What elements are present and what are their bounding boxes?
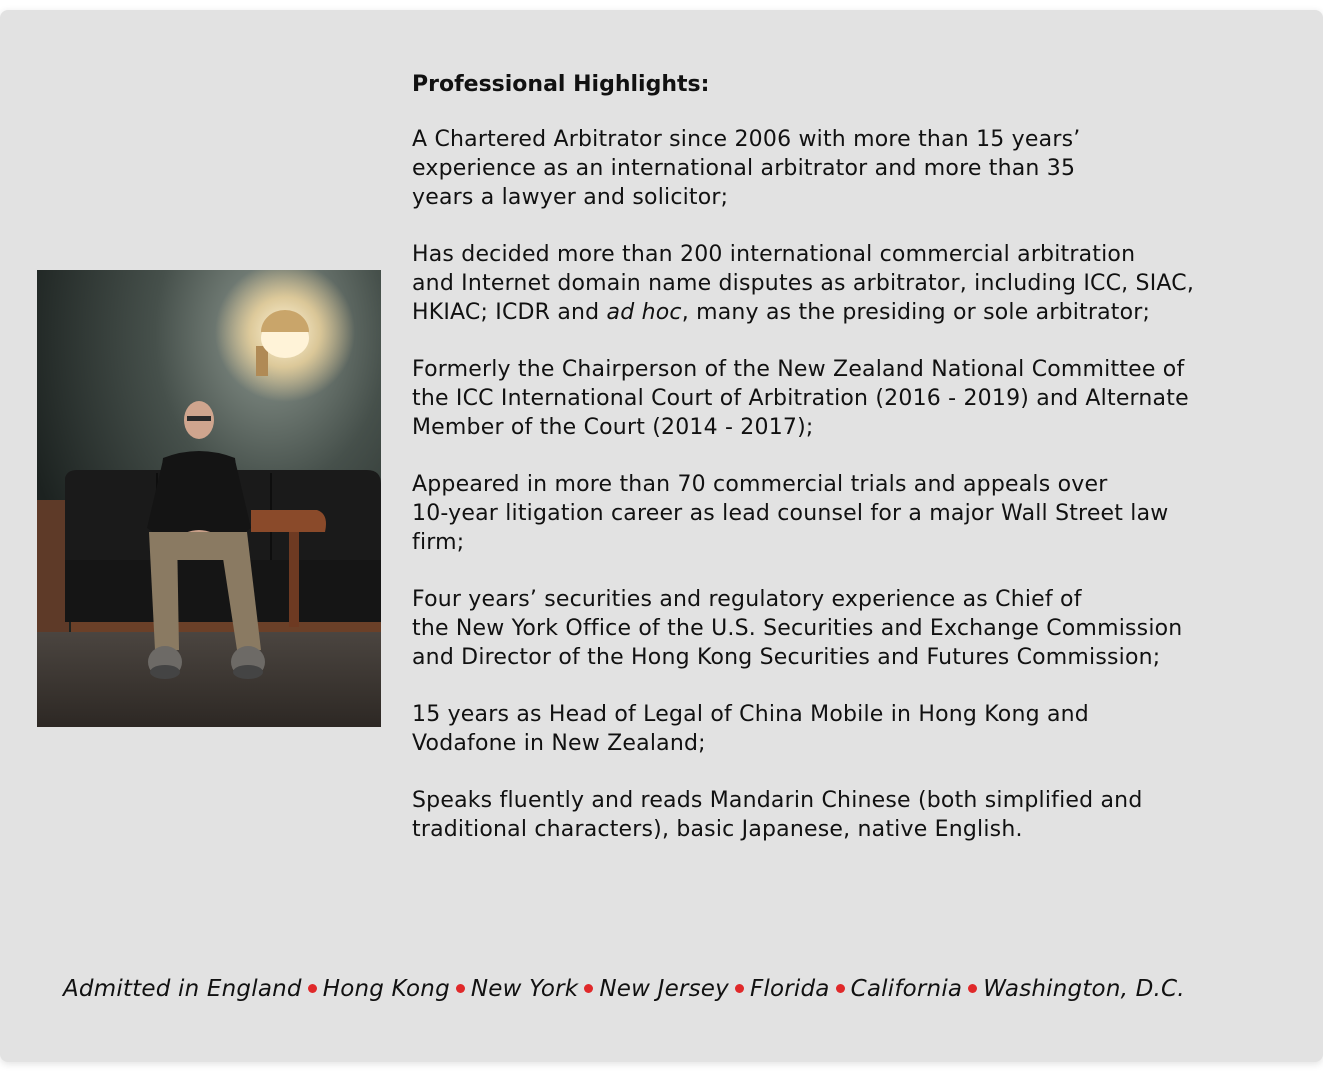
italic-text: ad hoc	[606, 300, 682, 325]
separator-dot	[735, 984, 744, 993]
paragraph-line: years a lawyer and solicitor;	[412, 185, 729, 210]
highlight-paragraph	[412, 585, 1292, 672]
highlight-paragraph	[412, 700, 1292, 758]
paragraph-line: 15 years as Head of Legal of China Mobile in Hong Kong and	[412, 702, 1089, 727]
highlight-paragraph	[412, 240, 1292, 327]
portrait-photo	[37, 270, 381, 727]
jurisdiction: England	[206, 976, 302, 1002]
jurisdiction: Washington, D.C.	[983, 976, 1185, 1002]
paragraph-line: Appeared in more than 70 commercial trials and appeals over	[412, 472, 1108, 497]
separator-dot	[308, 984, 317, 993]
separator-dot	[968, 984, 977, 993]
paragraph-line: firm;	[412, 530, 465, 555]
highlight-paragraph	[412, 125, 1292, 212]
paragraph-line: Member of the Court (2014 - 2017);	[412, 415, 814, 440]
highlights-heading: Professional Highlights:	[412, 72, 710, 97]
jurisdiction: Florida	[749, 976, 830, 1002]
paragraph-line: A Chartered Arbitrator since 2006 with more than 15 years’	[412, 127, 1081, 152]
paragraph-line: the ICC International Court of Arbitration (2016 - 2019) and Alternate	[412, 386, 1189, 411]
admitted-jurisdictions	[63, 976, 1185, 1002]
paragraph-line: the New York Office of the U.S. Securities and Exchange Commission	[412, 616, 1183, 641]
paragraph-line: traditional characters), basic Japanese, native English.	[412, 817, 1023, 842]
jurisdiction: New York	[470, 976, 579, 1002]
highlights-section	[412, 70, 1292, 872]
paragraph-line: Speaks fluently and reads Mandarin Chinese (both simplified and	[412, 788, 1143, 813]
paragraph-line: and Internet domain name disputes as arbitrator, including ICC, SIAC,	[412, 271, 1195, 296]
highlight-paragraph	[412, 786, 1292, 844]
jurisdiction: California	[850, 976, 963, 1002]
paragraph-text: HKIAC; ICDR and	[412, 300, 607, 325]
admitted-prefix: Admitted in	[63, 976, 200, 1002]
paragraph-text: , many as the presiding or sole arbitrator;	[681, 300, 1151, 325]
paragraph-line: and Director of the Hong Kong Securities and Futures Commission;	[412, 645, 1161, 670]
separator-dot	[456, 984, 465, 993]
profile-card	[0, 10, 1323, 1062]
paragraph-line: Four years’ securities and regulatory experience as Chief of	[412, 587, 1082, 612]
paragraph-line	[412, 298, 1292, 327]
separator-dot	[584, 984, 593, 993]
highlight-paragraph	[412, 470, 1292, 557]
paragraph-line: experience as an international arbitrator and more than 35	[412, 156, 1076, 181]
paragraph-line: Vodafone in New Zealand;	[412, 731, 706, 756]
paragraph-line: Has decided more than 200 international commercial arbitration	[412, 242, 1136, 267]
separator-dot	[836, 984, 845, 993]
highlight-paragraph	[412, 355, 1292, 442]
paragraph-line: 10-year litigation career as lead counsel for a major Wall Street law	[412, 501, 1169, 526]
jurisdiction: Hong Kong	[322, 976, 450, 1002]
paragraph-line: Formerly the Chairperson of the New Zealand National Committee of	[412, 357, 1185, 382]
jurisdiction: New Jersey	[599, 976, 729, 1002]
